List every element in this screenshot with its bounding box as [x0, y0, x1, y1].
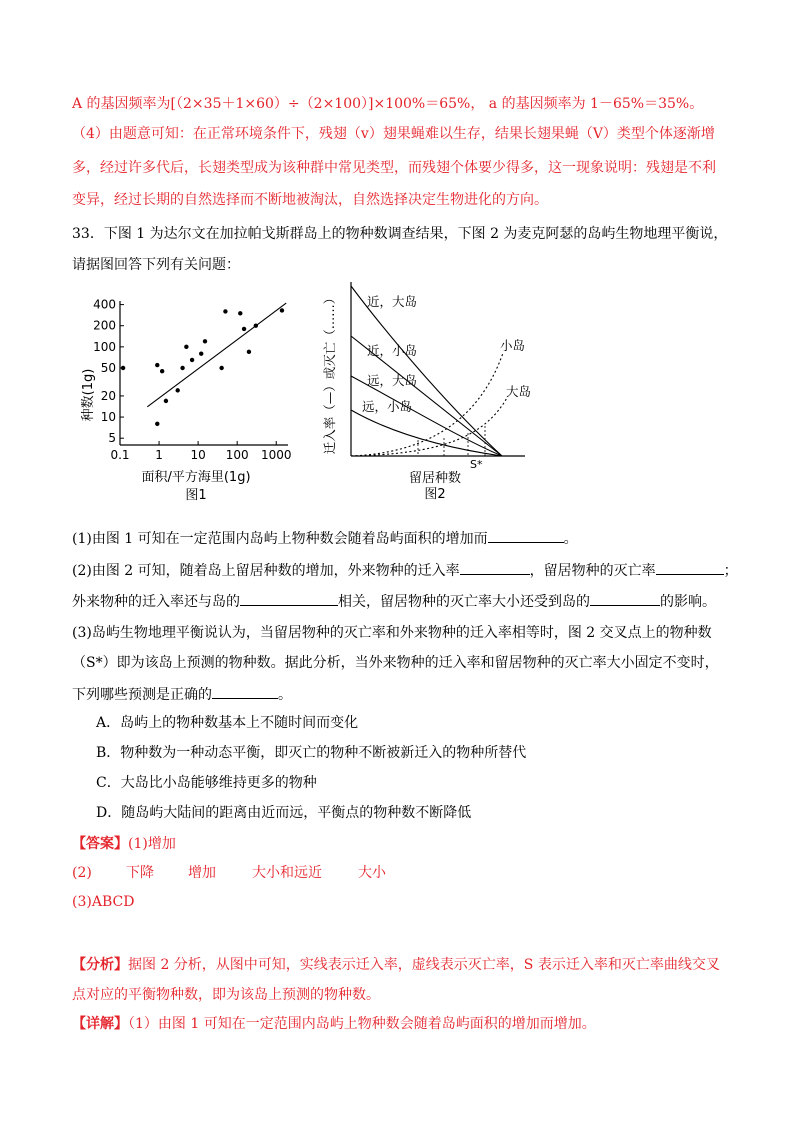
detail-text: （1）由图 1 可知在一定范围内岛屿上物种数会随着岛屿面积的增加而增加。 — [128, 1016, 596, 1032]
intro-line-1: A 的基因频率为[（2×35＋1×60）÷（2×100）]×100%＝65%， a 的基因频率为 1－65%＝35%。 — [72, 96, 704, 112]
fig1-ytick-label: 5 — [108, 431, 116, 446]
q2-part-1: (2)由图 2 可知，随着岛上留居种数的增加，外来物种的迁入率 — [72, 563, 460, 579]
q3-text-3: 下列哪些预测是正确的 — [72, 687, 212, 703]
curve-near-large — [351, 286, 502, 456]
fig1-ytick-label: 200 — [93, 318, 116, 333]
fig1-caption: 图1 — [185, 488, 207, 503]
analysis-text-1: 据图 2 分析，从图中可知，实线表示迁入率，虚线表示灭亡率，S 表示迁入率和灭亡率曲线交叉 — [128, 957, 720, 973]
fig1-data-point — [180, 366, 184, 370]
label-s-star: S* — [470, 458, 483, 471]
fig1-trend-line — [147, 303, 286, 407]
fig1-data-point — [254, 324, 258, 328]
answer-2-label: (2) — [72, 865, 92, 881]
fig1-data-point — [121, 366, 125, 370]
analysis-line-1 — [72, 955, 720, 975]
q1-text: (1)由图 1 可知在一定范围内岛屿上物种数会随着岛屿面积的增加而 — [72, 531, 488, 547]
detail-line — [72, 1014, 596, 1034]
q3-line-3 — [72, 684, 292, 705]
fig1-data-point — [247, 350, 251, 354]
curve-far-small — [351, 410, 502, 456]
fig1-xlabel: 面积/平方海里(1g) — [141, 470, 251, 485]
answer-2-item-1: 下降 — [126, 865, 154, 881]
q2-blank-3[interactable] — [240, 591, 338, 606]
fig1-ytick-label: 400 — [93, 297, 116, 312]
fig1-data-point — [155, 422, 159, 426]
answer-2-item-3: 大小和远近 — [252, 865, 322, 881]
fig1-xtick-label: 10 — [190, 448, 206, 462]
fig1-data-point — [219, 366, 223, 370]
intro-line-3: 多，经过许多代后，长翅类型成为该种群中常见类型，而残翅个体要少得多，这一现象说明：残翅是不利 — [72, 160, 716, 176]
option-a: A．岛屿上的物种数基本上不随时间而变化 — [96, 715, 359, 731]
answer-tag: 【答案】 — [72, 836, 128, 852]
fig1-ytick-label: 10 — [100, 410, 116, 425]
fig1-ylabel: 种数(1g) — [81, 368, 96, 422]
q3-end: 。 — [278, 687, 292, 703]
fig1-data-point — [203, 339, 207, 343]
fig1-data-point — [175, 388, 179, 392]
answer-line-1 — [72, 834, 176, 854]
q1-end: 。 — [563, 531, 578, 547]
fig2-caption: 图2 — [424, 487, 446, 500]
fig2-ylabel: 迁入率（—）或灭亡（……） — [322, 291, 337, 455]
fig2-xlabel: 留居种数 — [408, 471, 462, 486]
label-far-large: 远，大岛 — [367, 373, 418, 388]
fig1-data-point — [238, 311, 242, 315]
analysis-line-2: 点对应的平衡物种数，即为该岛上预测的物种数。 — [72, 987, 380, 1003]
fig1-data-point — [164, 399, 168, 403]
intro-line-2: （4）由题意可知：在正常环境条件下，残翅（v）翅果蝇难以生存，结果长翅果蝇（V）类型个体逐渐增 — [72, 126, 715, 142]
fig1-data-point — [184, 345, 188, 349]
q1-blank[interactable] — [488, 528, 564, 543]
answer-line-2 — [72, 863, 386, 883]
answer-2-item-4: 大小 — [358, 865, 386, 881]
option-c: C．大岛比小岛能够维持更多的物种 — [96, 775, 317, 791]
fig1-data-point — [242, 327, 246, 331]
fig1-data-point — [223, 309, 227, 313]
answer-1: (1)增加 — [128, 836, 176, 852]
fig1-ytick-label: 100 — [93, 339, 116, 354]
label-small-island: 小岛 — [500, 338, 526, 353]
question-line-2: 请据图回答下列有关问题： — [72, 257, 240, 273]
fig1-data-point — [155, 363, 159, 367]
fig1-ytick-label: 50 — [100, 360, 116, 375]
fig1-data-point — [280, 308, 284, 312]
q3-line-2: （S*）即为该岛上预测的物种数。据此分析，当外来物种的迁入率和留居物种的灭亡率大小固定不变时， — [72, 655, 719, 671]
q2-blank-1[interactable] — [460, 560, 530, 575]
fig1-xtick-label: 1 — [155, 448, 163, 462]
analysis-tag: 【分析】 — [72, 957, 128, 973]
detail-tag: 【详解】 — [72, 1016, 128, 1032]
q2-part-2: ，留居物种的灭亡率 — [529, 563, 656, 579]
option-b: B．物种数为一种动态平衡，即灭亡的物种不断被新迁入的物种所替代 — [96, 745, 527, 761]
fig1-ytick-label: 20 — [100, 388, 116, 403]
label-far-small: 远，小岛 — [362, 399, 413, 414]
q2-blank-2[interactable] — [656, 560, 724, 575]
fig1-data-point — [199, 351, 203, 355]
q2-line-1 — [72, 560, 738, 581]
option-d: D．随岛屿大陆间的距离由近而远，平衡点的物种数不断降低 — [96, 805, 472, 821]
fig1-xtick-label: 1000 — [260, 448, 292, 462]
label-large-island: 大岛 — [506, 384, 532, 399]
label-near-small: 近，小岛 — [367, 343, 418, 358]
answer-line-3: (3)ABCD — [72, 894, 135, 910]
q2-part-4: 外来物种的迁入率还与岛的 — [72, 594, 240, 610]
q1-line — [72, 528, 578, 549]
q3-blank[interactable] — [212, 684, 278, 699]
fig1-data-point — [190, 358, 194, 362]
figure-2 — [320, 278, 535, 500]
fig1-data-point — [160, 369, 164, 373]
curve-far-large — [351, 376, 502, 456]
question-line-1: 33．下图 1 为达尔文在加拉帕戈斯群岛上的物种数调查结果，下图 2 为麦克阿瑟的岛屿生物地理平衡说， — [72, 226, 728, 242]
figure-1 — [78, 295, 293, 510]
q2-blank-4[interactable] — [590, 591, 660, 606]
q2-line-2 — [72, 591, 716, 612]
answer-2-item-2: 增加 — [188, 865, 216, 881]
q2-part-3: ； — [723, 563, 738, 579]
q2-part-5: 相关，留居物种的灭亡率大小还受到岛的 — [338, 594, 590, 610]
fig1-xtick-label: 0.1 — [110, 448, 130, 462]
intro-line-4: 变异，经过长期的自然选择而不断地被淘汰，自然选择决定生物进化的方向。 — [72, 192, 548, 208]
q3-line-1: (3)岛屿生物地理平衡说认为，当留居物种的灭亡率和外来物种的迁入率相等时，图 2 交叉点上的物种数 — [72, 625, 712, 641]
fig1-xtick-label: 100 — [225, 448, 249, 462]
label-near-large: 近，大岛 — [367, 294, 418, 309]
q2-part-6: 的影响。 — [660, 594, 716, 610]
